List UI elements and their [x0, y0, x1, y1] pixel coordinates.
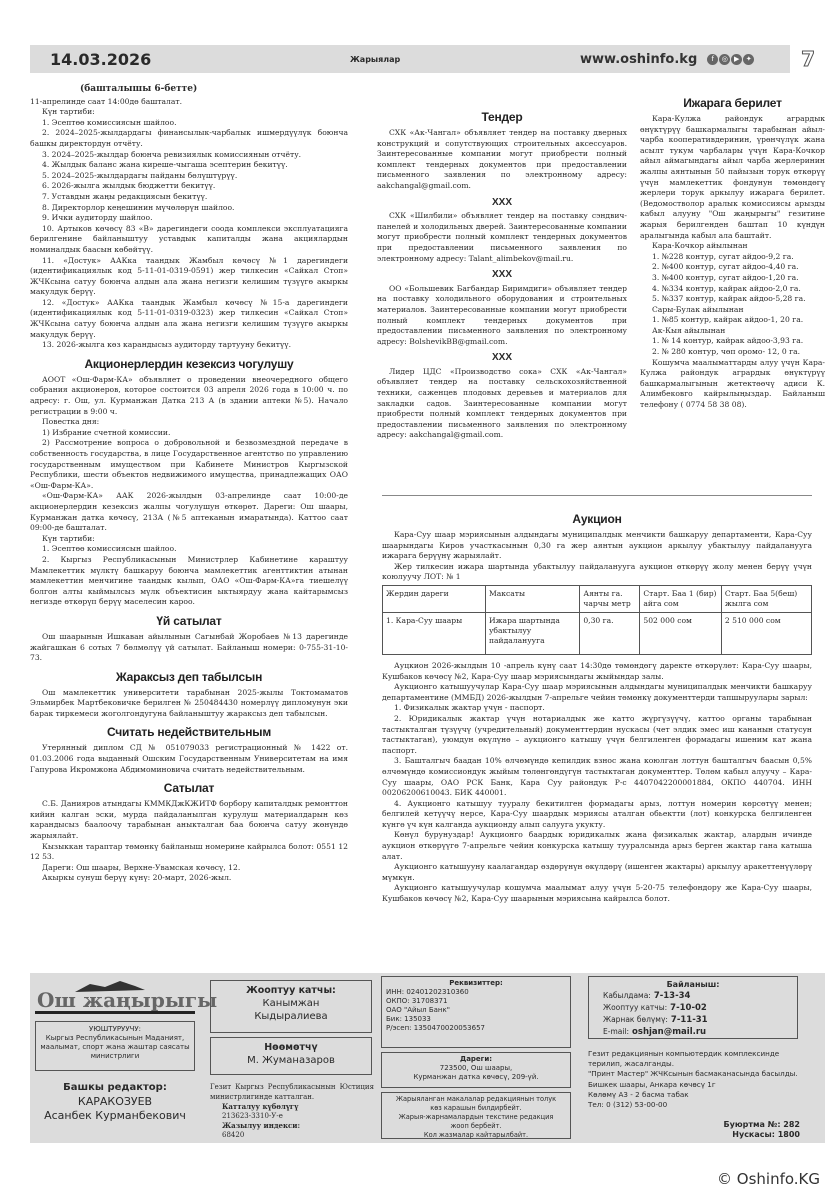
editor-name: Асанбек Курманбекович	[44, 1109, 186, 1122]
auction-details	[382, 661, 812, 905]
separator: ХХХ	[491, 352, 512, 364]
cell-purpose: Ижара шартында убактылуу пайдаланууга	[485, 612, 579, 654]
paragraph: Кызыккан тараптар төмөнкү байланыш номерине кайрылса болот: 0551 12 12 53.	[30, 841, 348, 862]
tender-3: ОО «Большевик Багбандар Биримдиги» объявляет тендер на поставку холодильного оборудования и строительных материалов. Заинтересованные компании могут приобрести полный комплект тендерных документов при предоставлении письменного заявления по электронному адресу: BolshevikBB@gmail.com.	[377, 283, 627, 346]
paragraph: Повестка дня:	[42, 417, 100, 427]
copies-count: Нускасы: 1800	[732, 1130, 800, 1139]
paragraph: Кара-Кочкор айылынан	[652, 241, 748, 251]
addr-line: Курманжан датка көчөсү, 209-үй.	[413, 1073, 539, 1081]
paragraph: 1) Избрание счетной комиссии.	[42, 427, 171, 437]
addr-label: Дареги:	[459, 1055, 493, 1063]
contact-value[interactable]: oshjan@mail.ru	[632, 1027, 707, 1037]
paragraph: 11. «Достук» ААКка таандык Жамбыл көчөсү №1 дарегиндеги (идентификациялык код 5-11-01-0319-0591) жер тилкесин «Сайкал Стоп» ЖЧКсына сатуу боюнча алдын ала жана негизги келишим түзүүгө акыркы макулдук берүү.	[30, 255, 348, 297]
print-line: Тел: 0 (312) 53-00-00	[588, 1100, 668, 1110]
disclaimer-line: Жарыяланган макалалар редакциянын толук көз карашын билдирбейт.	[395, 1095, 557, 1112]
paragraph: 4. №334 контур, кайрак айдоо-2,0 га.	[652, 283, 801, 293]
page-number: 7	[801, 47, 815, 71]
paragraph: 11-апрелинде саат 14:00дө башталат.	[30, 96, 183, 106]
column-1	[30, 84, 348, 884]
for-sale-text	[30, 799, 348, 884]
paragraph: С.Б. Данияров атындагы КММКДжКЖИТФ борбору капиталдык ремонттон кийин калган эски, мурда пайдаланылган курулуш материалдарын көз карандысыз баалоочу тарабынан аныкталган баа боюнча сатуу жөнүндө жарыялайт.	[30, 799, 348, 841]
logo-text: Ош жаңырыгы	[37, 988, 218, 1012]
addr-line: 723500, Ош шаары,	[439, 1064, 513, 1072]
th-address: Жердин дареги	[383, 585, 486, 612]
print-line: "Принт Мастер" ЖЧКсынын басмаканасында басылды. Бишкек шаары, Анкара көчөсү 1г	[588, 1069, 798, 1089]
secretary-label: Жооптуу катчы:	[246, 985, 336, 996]
address-box	[381, 1052, 571, 1088]
column-lease	[640, 96, 825, 411]
issue-date: 14.03.2026	[50, 49, 152, 69]
paragraph: 12. «Достук» ААКка таандык Жамбыл көчөсү №15-а дарегиндеги (идентификациялык код 5-11-01-0319-0323) жер тилкесин «Сайкал Стоп» ЖЧКсына сатуу боюнча алдын ала жана негизги келишим түзүүгө акыркы макулдук берүү.	[30, 297, 348, 339]
table-row	[383, 612, 812, 654]
req-bik: Бик: 135033	[386, 1015, 431, 1023]
paragraph: 1. №85 контур, кайрак айдоо-1, 20 га.	[652, 315, 804, 325]
heading-shareholders: Акционерлердин кезексиз чогулушу	[84, 356, 294, 371]
lease-text	[640, 114, 825, 411]
cell-area: 0,30 га.	[580, 612, 640, 654]
paragraph: 1. № 14 контур, кайрак айдоо-3,93 га.	[652, 336, 804, 346]
contact-item	[603, 1002, 783, 1014]
copyright: © Oshinfo.KG	[717, 1170, 820, 1188]
separator: ХХХ	[491, 196, 512, 208]
contact-item	[603, 990, 783, 1002]
auction-section	[382, 512, 812, 905]
paragraph: «Ош-Фарм-КА» ААК 2026-жылдын 03-апрелинде саат 10:00-де акционерлердин кезексиз жалпы чогулушун өткөрөт. Дареги: Ош шаары, Курманжан датка көчөсү, 213А (№5 аптеканын имаратында). Каттоо саат 09:00-де башталат.	[30, 491, 348, 533]
order-number: Буюртма №: 282	[723, 1120, 800, 1129]
req-bank: ОАО "Айыл Банк"	[386, 1006, 450, 1014]
paragraph: 8. Директорлор кеңешинин мүчөлөрүн шайлоо.	[42, 202, 235, 212]
newspaper-logo	[35, 978, 218, 1016]
rubric: Жарыялар	[350, 54, 401, 64]
contact-label: Байланыш:	[666, 980, 720, 989]
req-account: Р/эсеп: 1350470020053657	[386, 1024, 485, 1032]
paragraph: 2. №400 контур, сугат айдоо-4,40 га.	[652, 262, 799, 272]
duty-box	[210, 1037, 372, 1075]
heading-lease: Ижарага берилет	[683, 96, 782, 110]
facebook-icon[interactable]: f	[707, 54, 718, 65]
heading-tender: Тендер	[481, 110, 523, 124]
paragraph: 2) Рассмотрение вопроса о добровольной и безвозмездной передаче в собственность государства, в лице Государственное агентство по управлению государственным имуществом при Кабинете Министров Кыргызской Республики, шести объектов недвижимого имущества, принадлежащих ОАО «Ош-Фарм-КА».	[30, 438, 348, 490]
masthead-footer	[30, 973, 825, 1143]
editor-surname: КАРАКОЗУЕВ	[77, 1095, 153, 1108]
contact-item	[603, 1014, 783, 1026]
paragraph: Дареги: Ош шаары, Верхне-Увамская көчөсү, 12.	[42, 862, 241, 872]
index-value: 68420	[222, 1130, 245, 1139]
paragraph: Күн тартиби:	[42, 107, 95, 117]
paragraph: Акыркы сунуш берүү күнү: 20-март, 2026-жыл.	[42, 873, 232, 883]
paragraph: 2. № 280 контур, чөп оромо- 12, 0 га.	[652, 347, 801, 357]
contact-item	[603, 1026, 783, 1038]
paragraph: Аукционго катышууну каалагандар өздөрүнүн өкүлдөрү (ишенген жактары) аркылуу аракеттенүүлөрү мүмкүн.	[382, 862, 812, 882]
paragraph: 4. Жылдык баланс жана киреше-чыгаша эсептерин бекитүү.	[42, 160, 288, 170]
cell-price-month: 502 000 сом	[640, 612, 722, 654]
index-label: Жазылуу индекси:	[222, 1121, 301, 1130]
paragraph: 4. Аукционго катышуу тууралу бекитилген формадагы арыз, лоттун номерин көрсөтүү менен; белгилей кетүүчү нерсе, Кара-Суу шаардык мэриясы аталган обьектти (лот) конкурска белгиленген күнгө үч күн калганда аукционду алып салууга укукту.	[382, 798, 812, 829]
contact-key: Жарнак бөлүмү:	[603, 1015, 668, 1024]
cert-value: 213623-3310-У-е	[222, 1111, 283, 1120]
paragraph: Ак-Кыя айылынан	[652, 325, 726, 335]
cell-address: 1. Кара-Суу шаары	[383, 612, 486, 654]
heading-invalid-ky: Жараксыз деп табылсын	[115, 669, 263, 684]
cert-label: Катталуу күбөлүгү	[222, 1102, 299, 1111]
paragraph: Кара-Кулжа райондук агрардык өнүктүрүү башкармалыгы тарабынан айыл-чарба кооперативдеринин, үрөнчүлүк жана асылт тукум чарбалары үчүн Кара-Кочкор айыл аймагындагы айыл чарба жерлеринин жалпы аянтынын 50 пайызын торук өткөрүү үчүн мамлекеттик фондунун төмөндөгү жерлери торук аркылуу ижарага берилет. (Ведомостволор аралык комиссиясы арызды кабыл алууну "Ош жаңырыгы" гезитине жарыя берилгенден баштап 10 күндүн аралыгында кабыл ала баштайт.	[640, 114, 825, 240]
paragraph: Көнүл бурунуздар! Аукционго баардык юридикалык жана физикалык жактар, алардын ичинде аукцион өткөрүүгө 7-апрельге чейин конкурска катышу тууралсында арыз берген жактар гана катыша алат.	[382, 830, 812, 861]
paragraph: 2. Юридикалык жактар үчүн нотариалдык же катто жүргүзүүчү, каттоо органы тарабынан тастыкталган түзүүчү (учредительный) документтердин нускасы (чет элдик эмес иш кананын статусун тастыктаган), уюмдун өкүлүнө – аукционго катышу үчүн белгиленген формадагы ишеним кат жана паспорт.	[382, 713, 812, 755]
paragraph: 1. Эсептөө комиссиясын шайлоо.	[42, 117, 177, 127]
page-header	[30, 45, 815, 73]
paragraph: 2. 2024–2025-жылдардагы финансылык-чарбалык ишмердүүлүк боюнча башкы директордун отчёту.	[30, 128, 348, 148]
paragraph: 1. Эсептөө комиссиясын шайлоо.	[42, 544, 177, 554]
paragraph: 3. 2024–2025-жылдар боюнча ревизиялык комиссиянын отчёту.	[42, 149, 302, 159]
paragraph: 5. 2024–2025-жылдардагы пайданы бөлүштүрүү.	[42, 170, 238, 180]
paragraph: 10. Артыков көчөсү 83 «В» дарегиндеги соода комплекси эксплуатацияга берилгенине байланыштуу уставдык капиталды жана акциялардын номиналдык баасын көбөйтүү.	[30, 223, 348, 254]
editor-label: Башкы редактор:	[63, 1082, 167, 1093]
duty-label: Нөөмөтчү	[264, 1042, 318, 1053]
print-line: Гезит редакциянын компьютердик комплексинде терилип, жасалганды.	[588, 1049, 780, 1069]
req-inn: ИНН: 02401202310360	[386, 988, 469, 996]
invalid-ky-text: Ош мамлекеттик университети тарабынан 2025-жылы Токтомаматов Эльмирбек Мартбековичке берилген № 250484430 номерлүү дипломунун эки барак тиркемеси жоголгондугуна байланыштуу жараксыз деп табылсын.	[30, 687, 348, 718]
th-price-5y: Старт. Баа 5(беш) жылга сом	[721, 585, 811, 612]
paragraph: Кошумча маалыматтарды алуу үчүн Кара-Кулжа райондук агрардык өнүктүрүү башкармалыгынын жетектөөчү адиси К. Алимбековго кайрылыңыздар. Байланыш телефону ( 0774 58 38 08).	[640, 357, 825, 410]
registered-text: Гезит Кыргыз Республикасынын Юстиция министрлигинде катталган.	[210, 1083, 374, 1101]
requisites-box	[381, 976, 571, 1048]
contact-value: 7-10-02	[670, 1003, 707, 1013]
paragraph: АООТ «Ош-Фарм-КА» объявляет о проведении внеочередного общего собрания акционеров, которое состоится 03 апреля 2026 года в 10:00 ч. по адресу: г. Ош, ул. Курманжан Датка 213 А (в здании аптеки №5). Начало регистрации в 9:00 ч.	[30, 374, 348, 416]
paragraph: 6. 2026-жылга жылдык бюджетти бекитүү.	[42, 181, 216, 191]
th-price-month: Старт. Баа 1 (бир) айга сом	[640, 585, 722, 612]
column-tender	[377, 110, 627, 441]
instagram-icon[interactable]: ◎	[719, 54, 730, 65]
paragraph: Ауцкион 2026-жылдын 10 -апрель күнү саат 14:30дө төмөндөгү даректе өткөрүлөт: Кара-Суу шаары, Кушбаков көчөсү №2, Кара-Суу шаар мэриясындагы жыйындар залы.	[382, 660, 812, 681]
tender-1: СХК «Ак-Чангал» объявляет тендер на поставку дверных конструкций и сопутствующих строительных аксессуаров. Заинтересованные компании могут приобрести полный комплект тендерных документов при предоставлении письменного заявления по электронному адресу: aakchangal@gmail.com.	[377, 128, 627, 190]
cell-price-5y: 2 510 000 сом	[721, 612, 811, 654]
continued-label: (башталышы 6-бетте)	[80, 84, 198, 94]
paragraph: 3. №400 контур, сугат айдоо-1,20 га.	[652, 272, 799, 282]
separator: ХХХ	[491, 269, 512, 281]
disclaimer-line: Кол жазмалар кайтарылбайт.	[423, 1131, 529, 1139]
paragraph: 13. 2026-жылга көз карандысыз аудиторду тартууну бекитүү.	[42, 340, 291, 350]
tender-4: Лидер ЦДС «Производство сока» СХК «Ак-Чангал» объявляет тендер на поставку сельскохозяйственной техники, саженцев плодовых деревьев и материалов для закладки садов. Заинтересованные компании могут приобрести полный комплект тендерных документов при предоставлении письменного заявления по электронному адресу: aakchangal@gmail.com.	[377, 366, 627, 440]
social-icons	[707, 54, 754, 65]
auction-intro	[382, 530, 812, 583]
shareholders-text	[30, 375, 348, 608]
lot-table	[382, 585, 812, 655]
heading-house-sale: Үй сатылат	[156, 613, 222, 628]
contacts-box	[588, 976, 798, 1039]
youtube-icon[interactable]: ▶	[731, 54, 742, 65]
paragraph: Сары-Булак айылынан	[652, 304, 744, 314]
divider	[382, 495, 812, 496]
founder-box	[35, 1021, 195, 1071]
req-okpo: ОКПО: 31708371	[386, 997, 448, 1005]
contact-value: 7-11-31	[670, 1015, 708, 1025]
house-sale-text: Ош шаарынын Ишкаван айылынын Сагынбай Жоробаев №13 дарегинде жайгашкан 6 сотых 7 бөлмөлүү үй сатылат. Байланыш номери: 0-755-31-10-73.	[30, 631, 348, 663]
paragraph: 1. Физикалык жактар үчүн - паспорт.	[394, 703, 545, 713]
contact-key: Кабылдама:	[603, 991, 651, 1000]
print-info	[588, 1049, 808, 1110]
paragraph: Күн тартиби:	[42, 533, 95, 543]
duty-name: М. Жуманазаров	[247, 1055, 335, 1066]
heading-invalid-ru: Считать недействительным	[106, 725, 271, 740]
heading-for-sale: Сатылат	[163, 781, 215, 796]
th-purpose: Максаты	[485, 585, 579, 612]
contacts-list	[603, 990, 783, 1038]
secretary-box	[210, 980, 372, 1033]
agenda-text	[30, 97, 348, 351]
heading-auction: Аукцион	[572, 512, 622, 526]
th-area: Аянты га. чарчы метр	[580, 585, 640, 612]
paragraph: 9. Ички аудиторду шайлоо.	[42, 213, 153, 223]
disclaimer-box	[381, 1092, 571, 1139]
disclaimer-line: Жарыя-жарнамалардын текстине редакция жооп бербейт.	[398, 1113, 554, 1130]
contact-key: E-mail:	[603, 1027, 630, 1036]
paragraph: 1. №228 контур, сугат айдоо-9,2 га.	[652, 251, 794, 261]
req-label: Реквизиттер:	[449, 979, 503, 987]
twitter-icon[interactable]: ✦	[743, 54, 754, 65]
paragraph: Аукционго катышуучулар Кара-Суу шаар мэриясынын алдындагы муниципалдык менчикти башкаруу департаментине (ММБД) 2026-жылдын 7-апрельге чейин төмөнкү документтерди тапшыруулары зарыл:	[382, 682, 812, 702]
invalid-ru-text: Утерянный диплом СД № 051079033 регистрационный № 1422 от. 01.03.2006 года выданный Ошским Государственным Университетам на имя Гапурова Икромжона Абдимоминовича считать недействительным.	[30, 743, 348, 774]
print-line: Көлөмү А3 - 2 басма табак	[588, 1089, 689, 1099]
paragraph: Аукционго катышуучулар кошумча маалымат алуу үчүн 5-20-75 телефондору же Кара-Суу шаары, Кушбаков көчөсү №2, Кара-Суу шаарынын мэриясына кайрылса болот.	[382, 883, 812, 904]
tender-2: СХК «Шилбили» объявляет тендер на поставку сэндвич-панелей и холодильных дверей. Заинтересованные компании могут приобрести полный комплект тендерных документов при предоставлении письменного заявления по электронному адресу: Talant_alimbekov@mail.ru.	[377, 211, 627, 263]
contact-value: 7-13-34	[653, 991, 691, 1001]
table-header-row	[383, 585, 812, 612]
paragraph: Кара-Суу шаар мэриясынын алдындагы муниципалдык менчикти башкаруу департаменти, Кара-Суу шаарындагы Киров участкасынын 0,30 га жер аянтын аукцион аркылуу убактылуу пайдаланууга ижарага берүүнү жарыялайт.	[382, 530, 812, 561]
paragraph: 2. Кыргыз Республикасынын Министрлер Кабинетине караштуу Мамлекеттик мүлктү башкаруу боюнча мамлекеттик агенттиктин атынан мамлекеттин менчигине таандык кылып, ОАО «Ош-Фарм-КА»га тиешелүү болгон алты кыймылсыз мүлк объектисин ыктыярдуу жана кайтарымсыз негизде өткөрүп берүү маселесин кароо.	[30, 554, 348, 607]
paragraph: Жер тилкесин ижара шартында убактылуу пайдаланууга аукцион өткөрүү жолу менен берүү үчүн коюлуучу ЛОТ: № 1	[382, 561, 812, 582]
paragraph: 5. №337 контур, кайрак айдоо-5,28 га.	[652, 294, 806, 304]
paragraph: 7. Уставдын жаңы редакциясын бекитүү.	[42, 191, 208, 201]
founder-label: УЮШТУРУУЧУ:	[88, 1025, 142, 1033]
secretary-name: Канымжан Кыдыралиева	[254, 998, 328, 1022]
paragraph: 3. Башталгыч баадан 10% өлчөмүндө кепилдик взнос жана коюлган лоттун башталгыч баасын 0,5% өлчөмүндө комиссиондук жыйым төлөнгөндүгүн тастыктаган документтер. Төлөм кабыл алуучу – Кара-Суу шаары, ОАО РСК Банк, Кара Суу райондук Р-с 4407042200001884, ОКПО 440704. ИНН 00206200610043. БИК 440001.	[382, 756, 812, 798]
site-link[interactable]: www.oshinfo.kg	[580, 51, 698, 67]
founder-text: Кыргыз Республикасынын Маданият, маалымат, спорт жана жаштар саясаты министрлиги	[40, 1034, 190, 1060]
contact-key: Жооптуу катчы:	[603, 1003, 668, 1012]
